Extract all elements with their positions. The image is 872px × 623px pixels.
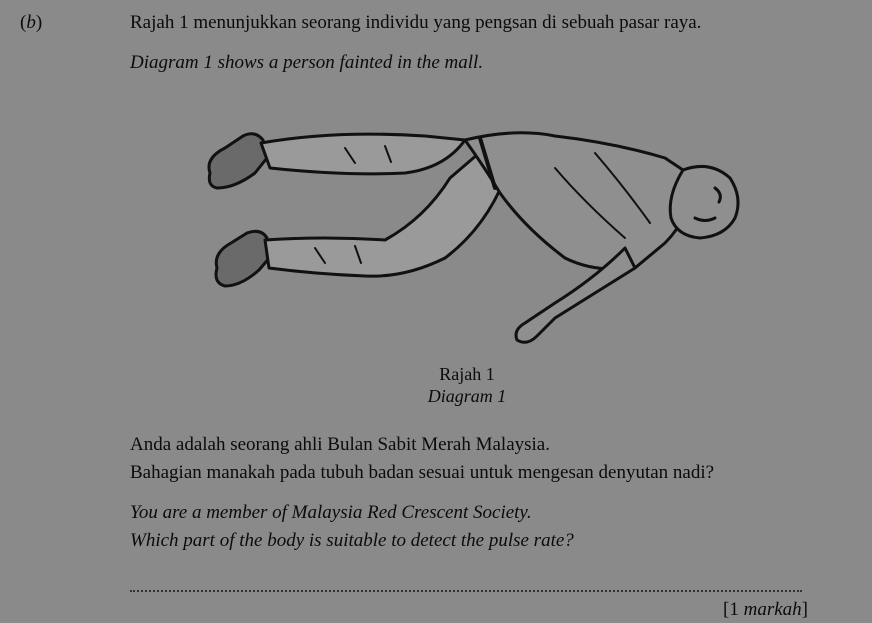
paragraph-2-malay: Bahagian manakah pada tubuh badan sesuai untuk mengesan denyutan nadi?	[130, 462, 715, 483]
question-label: (b)	[20, 12, 43, 33]
figure-caption-malay: Rajah 1	[439, 364, 495, 384]
question-intro-english: Diagram 1 shows a person fainted in the mall.	[130, 52, 484, 73]
fainted-person-illustration	[195, 118, 755, 358]
paragraph-2-english: Which part of the body is suitable to detect the pulse rate?	[130, 530, 574, 551]
marks-label: [1 markah]	[723, 599, 808, 620]
upper-leg	[261, 134, 465, 174]
answer-line[interactable]	[130, 590, 802, 592]
paragraph-1-malay: Anda adalah seorang ahli Bulan Sabit Merah Malaysia.	[130, 434, 550, 455]
lower-shoe	[216, 231, 271, 286]
question-intro-malay: Rajah 1 menunjukkan seorang individu yang pengsan di sebuah pasar raya.	[130, 12, 702, 33]
upper-shoe	[209, 134, 267, 188]
head	[670, 166, 738, 238]
paragraph-1-english: You are a member of Malaysia Red Crescent Society.	[130, 502, 532, 523]
torso	[465, 133, 695, 269]
figure-caption-english: Diagram 1	[427, 386, 507, 406]
